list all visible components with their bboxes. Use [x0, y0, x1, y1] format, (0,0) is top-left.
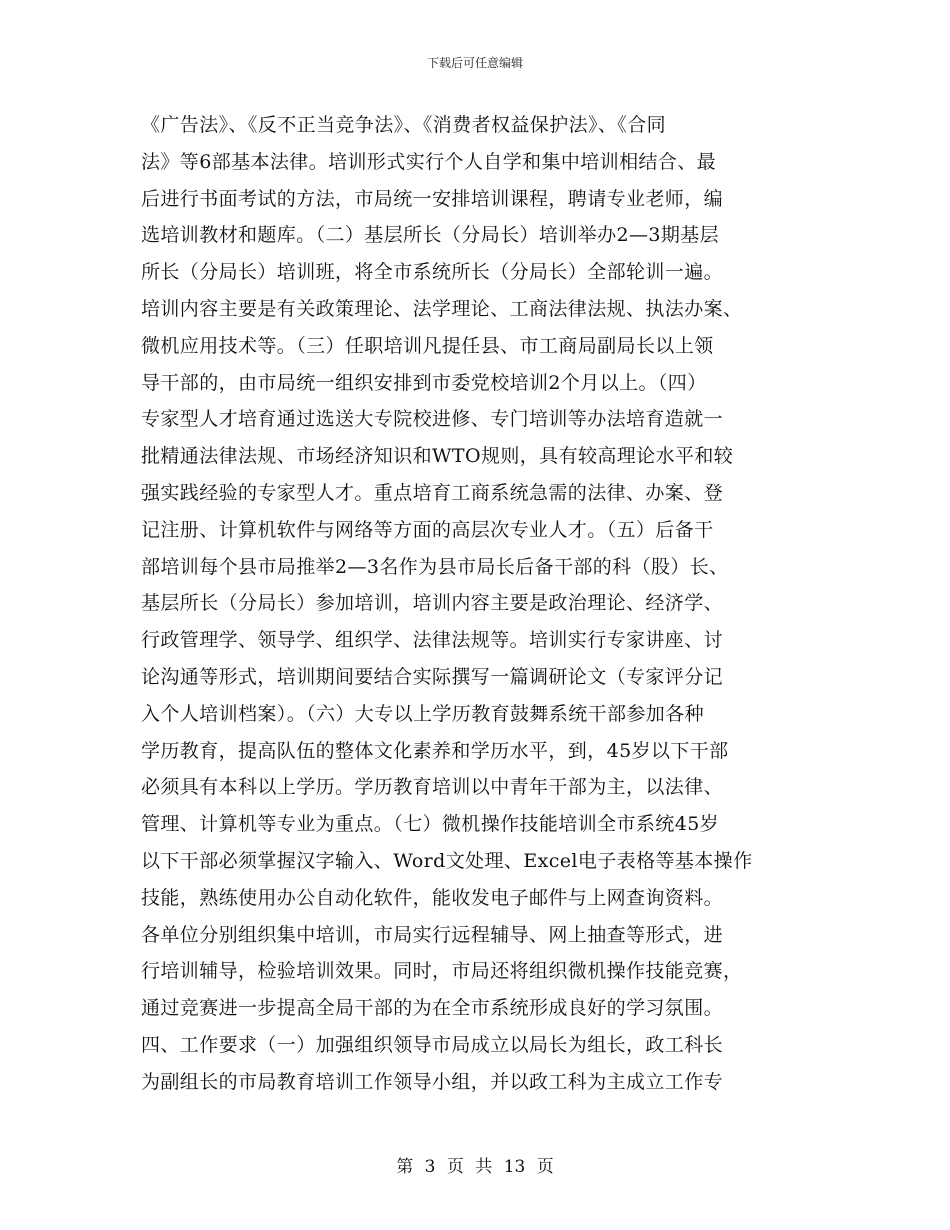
body-line: 批精通法律法规、市场经济知识和WTO规则，具有较高理论水平和较 [141, 445, 734, 468]
body-line: 强实践经验的专家型人才。重点培育工商系统急需的法律、办案、登 [141, 481, 724, 504]
body-line: 各单位分别组织集中培训，市局实行远程辅导、网上抽查等形式，进 [141, 923, 724, 946]
body-line: 必须具有本科以上学历。学历教育培训以中青年干部为主，以法律、 [141, 776, 724, 799]
body-line: 四、工作要求（一）加强组织领导市局成立以局长为组长，政工科长 [141, 1033, 724, 1056]
page-header-note: 下载后可任意编辑 [426, 56, 523, 70]
body-line: 行政管理学、领导学、组织学、法律法规等。培训实行专家讲座、讨 [141, 629, 724, 652]
body-line: 微机应用技术等。（三）任职培训凡提任县、市工商局副局长以上领 [141, 334, 714, 357]
body-line: 技能，熟练使用办公自动化软件，能收发电子邮件与上网查询资料。 [141, 886, 724, 909]
body-line: 入个人培训档案）。（六）大专以上学历教育鼓舞系统干部参加各种 [141, 702, 705, 725]
body-line: 管理、计算机等专业为重点。（七）微机操作技能培训全市系统45岁 [141, 813, 720, 836]
body-line: 专家型人才培育通过选送大专院校进修、专门培训等办法培育造就一 [141, 408, 724, 431]
body-line: 行培训辅导，检验培训效果。同时，市局还将组织微机操作技能竞赛， [141, 960, 743, 983]
body-line: 为副组长的市局教育培训工作领导小组，并以政工科为主成立工作专 [141, 1070, 724, 1093]
body-line: 导干部的，由市局统一组织安排到市委党校培训2个月以上。（四） [141, 371, 707, 394]
body-line: 基层所长（分局长）参加培训，培训内容主要是政治理论、经济学、 [141, 592, 724, 615]
body-line: 部培训每个县市局推举2—3名作为县市局长后备干部的科（股）长、 [141, 555, 729, 578]
body-line: 法》等6部基本法律。培训形式实行个人自学和集中培训相结合、最 [141, 150, 717, 173]
body-line: 培训内容主要是有关政策理论、法学理论、工商法律法规、执法办案、 [141, 297, 743, 320]
document-body [141, 107, 821, 1101]
body-line: 以下干部必须掌握汉字输入、Word文处理、Excel电子表格等基本操作 [141, 849, 753, 872]
body-line: 选培训教材和题库。（二）基层所长（分局长）培训举办2—3期基层 [141, 224, 720, 247]
body-line: 记注册、计算机软件与网络等方面的高层次专业人才。（五）后备干 [141, 518, 714, 541]
body-line: 后进行书面考试的方法，市局统一安排培训课程，聘请专业老师，编 [141, 187, 724, 210]
body-line: 所长（分局长）培训班，将全市系统所长（分局长）全部轮训一遍。 [141, 261, 724, 284]
body-line: 学历教育，提高队伍的整体文化素养和学历水平，到，45岁以下干部 [141, 739, 729, 762]
body-line: 《广告法》、《反不正当竞争法》、《消费者权益保护法》、《合同 [141, 114, 667, 136]
page-number-footer: 第 3 页 共 13 页 [396, 1157, 554, 1177]
body-line: 通过竞赛进一步提高全局干部的为在全市系统形成良好的学习氛围。 [141, 997, 724, 1020]
body-line: 论沟通等形式，培训期间要结合实际撰写一篇调研论文（专家评分记 [141, 665, 724, 688]
